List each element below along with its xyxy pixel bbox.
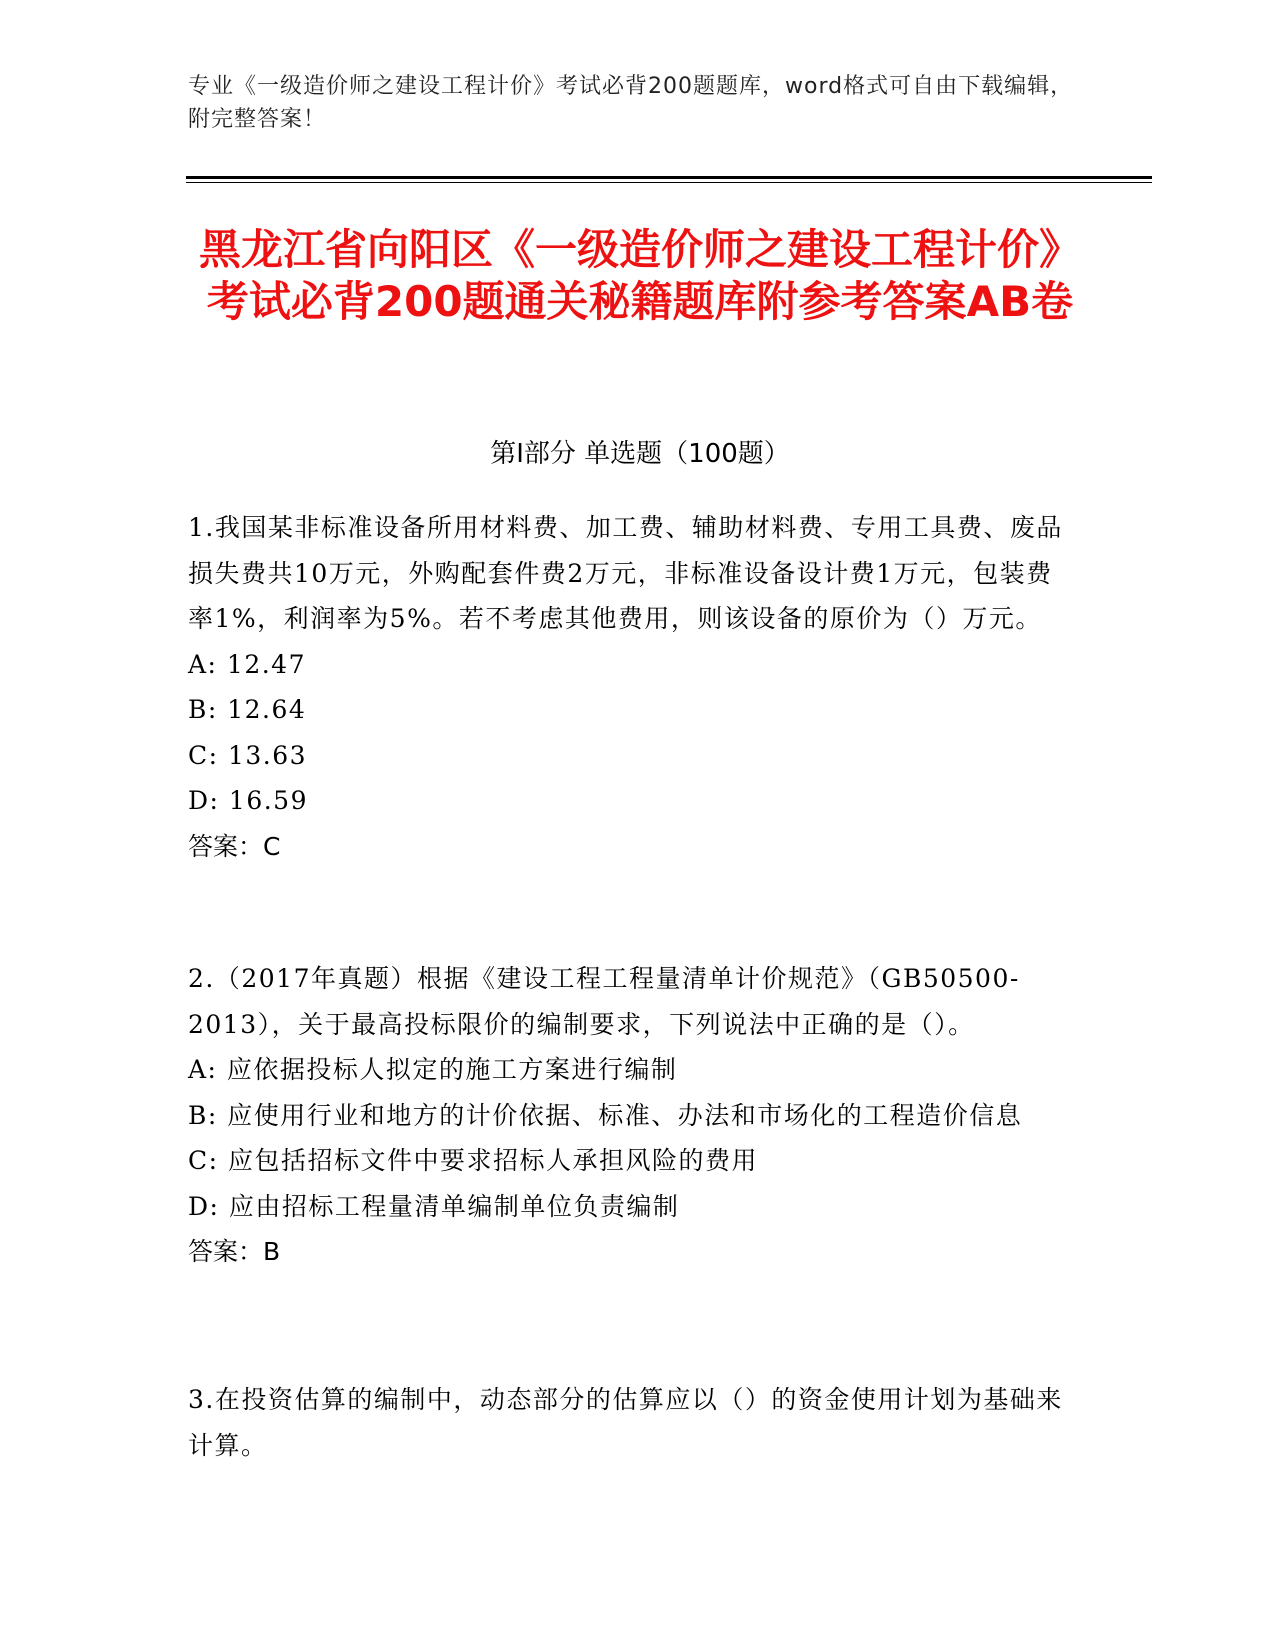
header-note: 专业《一级造价师之建设工程计价》考试必背200题题库，word格式可自由下载编辑，附完整答案！ xyxy=(188,74,1074,132)
question-stem: 3.在投资估算的编制中，动态部分的估算应以（）的资金使用计划为基础来计算。 xyxy=(188,1385,1063,1460)
option-b: B: 应使用行业和地方的计价依据、标准、办法和市场化的工程造价信息 xyxy=(188,1100,1023,1130)
option-c: C: 13.63 xyxy=(188,740,308,770)
answer: 答案：C xyxy=(188,831,281,861)
option-b: B: 12.64 xyxy=(188,695,307,724)
section-title: 第Ⅰ部分 单选题（100题） xyxy=(490,439,790,469)
question-stem: 2.（2017年真题）根据《建设工程工程量清单计价规范》（GB50500-2013），关于最高投标限价的编制要求，下列说法中正确的是（）。 xyxy=(188,964,1020,1039)
header-divider-thin xyxy=(186,182,1152,183)
option-d: D: 应由招标工程量清单编制单位负责编制 xyxy=(188,1191,680,1221)
option-c: C: 应包括招标文件中要求招标人承担风险的费用 xyxy=(188,1146,758,1175)
question-1 xyxy=(188,505,1078,869)
question-3 xyxy=(188,1377,1078,1468)
option-d: D: 16.59 xyxy=(188,786,308,815)
question-2 xyxy=(188,956,1078,1275)
answer: 答案：B xyxy=(188,1237,281,1266)
option-a: A: 应依据投标人拟定的施工方案进行编制 xyxy=(188,1055,678,1084)
document-title: 黑龙江省向阳区《一级造价师之建设工程计价》考试必背200题通关秘籍题库附参考答案AB卷 xyxy=(198,225,1081,326)
header-divider xyxy=(186,176,1152,179)
question-stem: 1.我国某非标准设备所用材料费、加工费、辅助材料费、专用工具费、废品损失费共10万元，外购配套件费2万元，非标准设备设计费1万元，包装费率1%，利润率为5%。若不考虑其他费用，则该设备的原价为（）万元。 xyxy=(188,513,1063,633)
option-a: A: 12.47 xyxy=(188,649,306,679)
